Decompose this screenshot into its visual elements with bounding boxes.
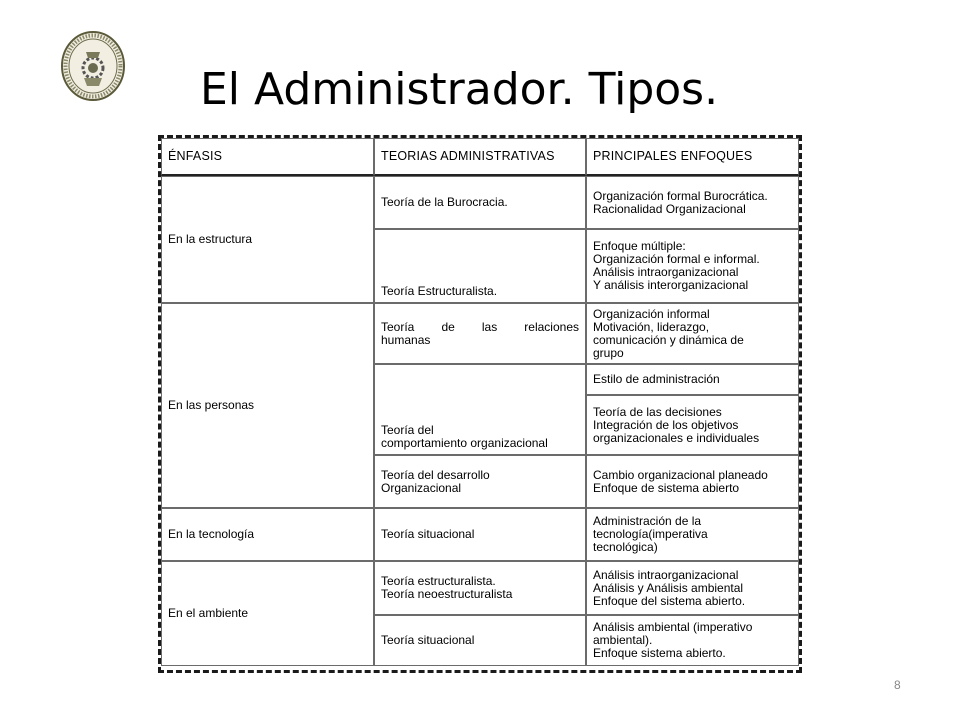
text-line: Administración de la [593, 514, 702, 528]
word: Teoría [381, 319, 415, 334]
enfoque-estilo [586, 364, 799, 395]
header-enfasis: ÉNFASIS [161, 138, 374, 176]
text-line: Racionalidad Organizacional [593, 201, 746, 216]
text-line: Organización formal e informal. [593, 252, 760, 266]
text-line: Enfoque múltiple: [593, 239, 686, 253]
text-line: Organización formal Burocrática. [593, 188, 768, 203]
enfoque-tecnologia [586, 508, 799, 561]
word: relaciones [524, 319, 579, 334]
enfasis-ambiente [161, 561, 374, 666]
teoria-burocracia-label: Teoría de la Burocracia. [381, 195, 508, 209]
teoria-situacional-tecnologia [374, 508, 586, 561]
text-line: comportamiento organizacional [381, 436, 548, 450]
text-line: Análisis y Análisis ambiental [593, 580, 744, 595]
text-line: Estilo de administración [593, 372, 720, 386]
page-number: 8 [894, 678, 901, 692]
text-line: tecnología(imperativa [593, 527, 708, 541]
text-line: Organizacional [381, 480, 462, 495]
text-line: Cambio organizacional planeado [593, 467, 768, 482]
text-line: Enfoque de sistema abierto [593, 480, 740, 495]
teoria-relaciones-humanas [374, 303, 586, 364]
word: las [481, 319, 498, 334]
enfoque-ambiente-2 [586, 615, 799, 666]
text-line: comunicación y dinámica de [593, 332, 744, 347]
text-line: Análisis intraorganizacional [593, 567, 739, 582]
enfasis-estructura [161, 176, 374, 303]
teoria-estructuralista-label: Teoría Estructuralista. [381, 284, 498, 298]
text-line: Teoría estructuralista. [381, 574, 496, 588]
university-seal-logo [60, 30, 126, 102]
enfasis-personas-label: En las personas [168, 398, 255, 412]
word: humanas [381, 332, 431, 347]
text-line: organizacionales e individuales [593, 430, 760, 445]
enfoque-ambiente-1 [586, 561, 799, 615]
enfasis-ambiente-label: En el ambiente [168, 606, 249, 620]
text-line: Organización informal [593, 306, 710, 321]
teoria-relaciones-humanas-line1 [381, 321, 579, 334]
enfasis-personas [161, 303, 374, 508]
text-line: Integración de los objetivos [593, 417, 739, 432]
text-line: Análisis ambiental (imperativo [593, 620, 753, 634]
slide-title: El Administrador. Tipos. [200, 64, 719, 115]
enfasis-tecnologia-label: En la tecnología [168, 527, 255, 541]
text-line: Teoría neoestructuralista [381, 587, 513, 601]
enfoque-decisiones [586, 395, 799, 455]
enfoque-estructuralista [586, 229, 799, 303]
text-line: Análisis intraorganizacional [593, 265, 739, 279]
enfoque-burocracia [586, 176, 799, 229]
enfoque-relaciones [586, 303, 799, 364]
text-line: ambiental). [593, 633, 653, 647]
text-line: Teoría situacional [381, 527, 475, 541]
text-line: Teoría del [381, 423, 434, 437]
enfasis-tecnologia [161, 508, 374, 561]
word: de [441, 319, 455, 334]
text-line: Teoría del desarrollo [381, 467, 490, 482]
text-line: Y análisis interorganizacional [593, 278, 749, 292]
teoria-estructuralista [374, 229, 586, 303]
teoria-estructuralista-neo [374, 561, 586, 615]
teoria-desarrollo [374, 455, 586, 508]
header-enfoques: PRINCIPALES ENFOQUES [586, 138, 799, 176]
text-line: Teoría de las decisiones [593, 404, 722, 419]
text-line: grupo [593, 345, 624, 360]
text-line: Motivación, liderazgo, [593, 319, 710, 334]
teoria-comportamiento [374, 364, 586, 455]
theories-table [158, 135, 802, 673]
teoria-burocracia [374, 176, 586, 229]
header-teorias: TEORIAS ADMINISTRATIVAS [374, 138, 586, 176]
text-line: tecnológica) [593, 540, 658, 554]
text-line: Enfoque sistema abierto. [593, 646, 726, 660]
text-line: Teoría situacional [381, 633, 475, 647]
teoria-situacional-ambiente [374, 615, 586, 666]
enfasis-estructura-label: En la estructura [168, 232, 253, 246]
enfoque-desarrollo [586, 455, 799, 508]
text-line: Enfoque del sistema abierto. [593, 593, 746, 608]
